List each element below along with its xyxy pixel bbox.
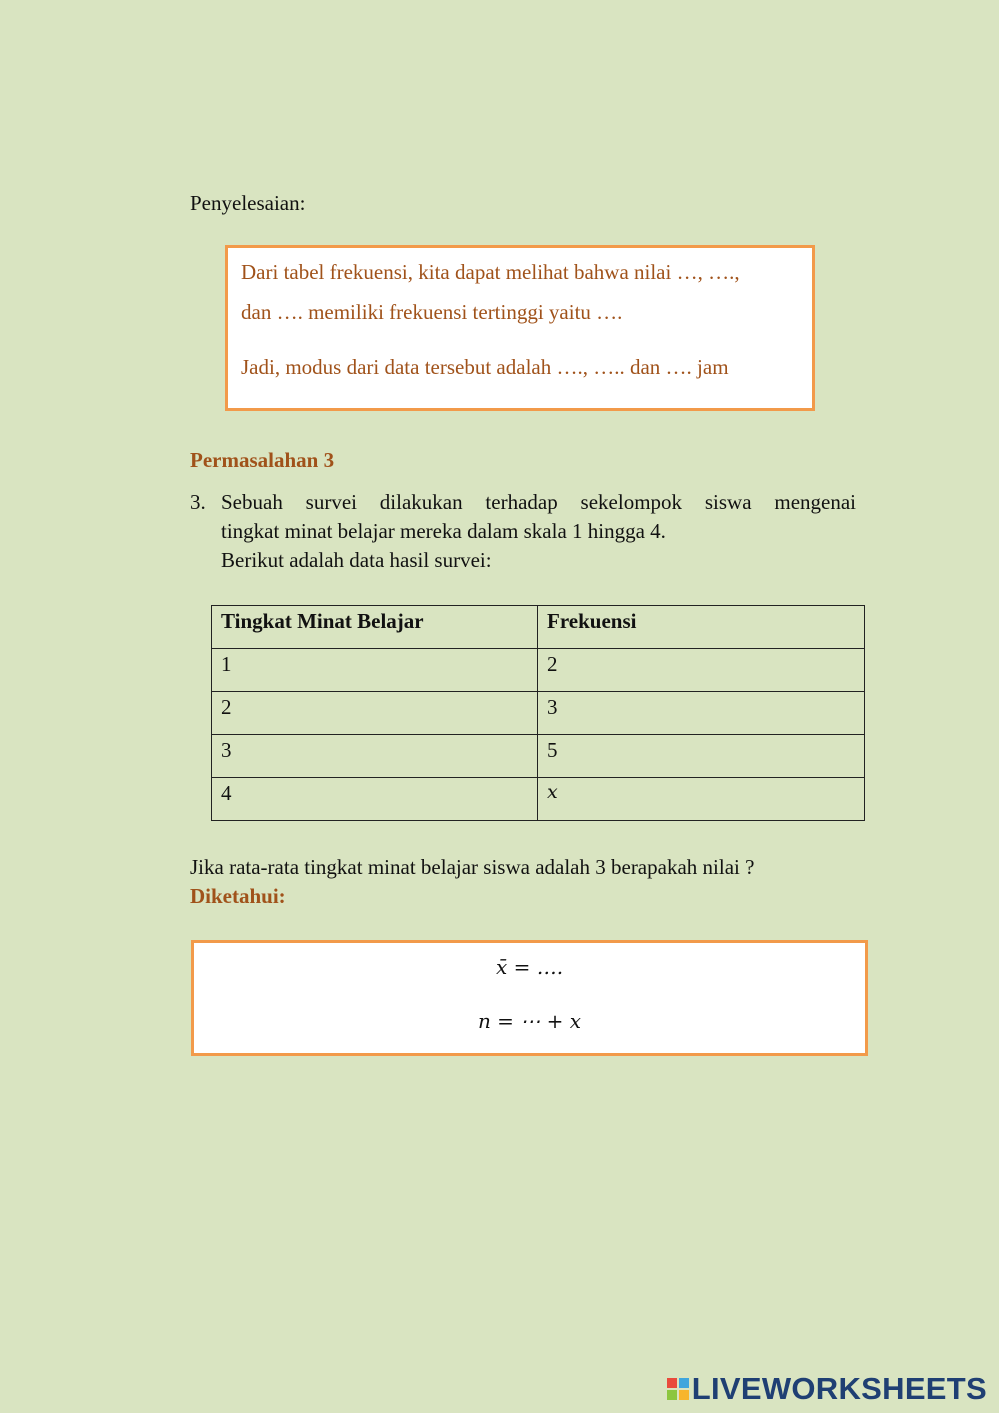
logo-square-icon — [679, 1390, 689, 1400]
problem-line-2: tingkat minat belajar mereka dalam skala 1 hingga 4. — [221, 519, 666, 543]
table-cell: 3 — [212, 735, 538, 778]
mean-formula: x̄ = …. — [495, 955, 564, 979]
formula-box — [191, 940, 868, 1056]
problem-text — [190, 488, 856, 575]
table-cell: 1 — [212, 649, 538, 692]
logo-square-icon — [679, 1378, 689, 1388]
known-label: Diketahui: — [190, 884, 286, 908]
logo-square-icon — [667, 1390, 677, 1400]
answer-box — [225, 245, 815, 411]
table-row — [212, 649, 865, 692]
table-cell: 4 — [212, 778, 538, 821]
table-cell: 2 — [212, 692, 538, 735]
table-row — [212, 735, 865, 778]
table-header-row — [212, 606, 865, 649]
problem-line-1: Sebuah survei dilakukan terhadap sekelompok siswa mengenai — [221, 490, 856, 514]
answer-line-1: Dari tabel frekuensi, kita dapat melihat bahwa nilai …, …., — [241, 260, 740, 284]
n-formula: n = ⋯ + x — [477, 1009, 582, 1033]
frequency-table — [211, 605, 865, 821]
logo-square-icon — [667, 1378, 677, 1388]
table-cell: 5 — [538, 735, 865, 778]
problem-line-3: Berikut adalah data hasil survei: — [221, 548, 492, 572]
solution-label: Penyelesaian: — [190, 191, 306, 215]
table-cell: 3 — [538, 692, 865, 735]
logo-text: LIVEWORKSHEETS — [691, 1371, 987, 1406]
problem-heading: Permasalahan 3 — [190, 448, 335, 472]
table-row — [212, 778, 865, 821]
table-cell: 2 — [538, 649, 865, 692]
liveworksheets-logo[interactable] — [667, 1372, 987, 1406]
answer-line-3: Jadi, modus dari data tersebut adalah …., ….. dan …. jam — [241, 355, 729, 379]
table-row — [212, 692, 865, 735]
logo-mark-icon — [667, 1378, 689, 1400]
answer-line-2: dan …. memiliki frekuensi tertinggi yaitu …. — [241, 300, 623, 324]
table-header-cell: Tingkat Minat Belajar — [212, 606, 538, 649]
table-cell-x: 𝑥 — [538, 778, 865, 821]
problem-number: 3. — [190, 490, 206, 514]
table-header-cell: Frekuensi — [538, 606, 865, 649]
question-text: Jika rata-rata tingkat minat belajar siswa adalah 3 berapakah nilai ? — [190, 855, 755, 879]
